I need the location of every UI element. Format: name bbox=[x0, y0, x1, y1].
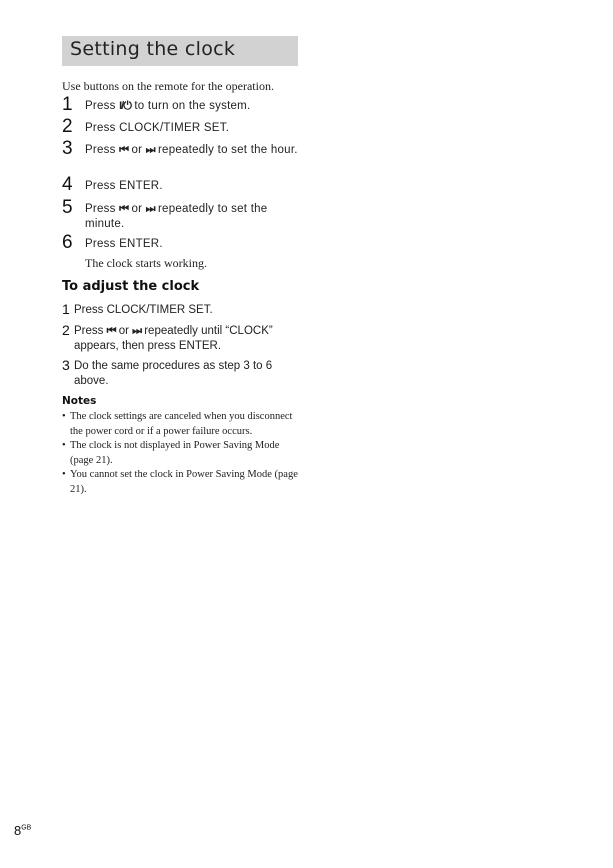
step-number: 5 bbox=[62, 197, 73, 218]
step-number: 1 bbox=[62, 94, 73, 115]
note-text: The clock is not displayed in Power Saving Mode (page 21). bbox=[70, 440, 280, 466]
next-track-icon: ⏭ bbox=[145, 203, 155, 215]
note-text: The clock settings are canceled when you disconnect the power cord or if a power failure occurs. bbox=[70, 411, 293, 437]
previous-track-icon: ⏮ bbox=[119, 144, 128, 156]
previous-track-icon: ⏮ bbox=[119, 203, 128, 215]
previous-track-icon: ⏮ bbox=[106, 325, 116, 337]
step-text: Press CLOCK/TIMER SET. bbox=[85, 122, 230, 134]
step-text: Press ENTER. bbox=[85, 238, 163, 250]
bullet: • bbox=[62, 440, 66, 451]
next-track-icon: ⏭ bbox=[132, 325, 142, 337]
step-number: 3 bbox=[62, 138, 73, 159]
step-text: Press ⏮ or ⏭ repeatedly to set the hour. bbox=[85, 144, 298, 156]
section-title-bar bbox=[62, 36, 298, 66]
note-text: You cannot set the clock in Power Saving Mode (page 21). bbox=[70, 469, 298, 495]
step-number: 6 bbox=[62, 232, 73, 253]
step-number: 2 bbox=[62, 322, 70, 338]
step-text: Press ENTER. bbox=[85, 180, 163, 192]
power-icon: I/⏻ bbox=[119, 100, 131, 112]
bullet: • bbox=[62, 469, 66, 480]
step-number: 4 bbox=[62, 174, 73, 195]
step-text: Press I/⏻ to turn on the system. bbox=[85, 100, 251, 112]
step-number: 2 bbox=[62, 116, 73, 137]
step-number: 1 bbox=[62, 301, 70, 317]
intro-text: Use buttons on the remote for the operation. bbox=[62, 79, 274, 93]
page-title: Setting the clock bbox=[70, 38, 236, 60]
step-number: 3 bbox=[62, 357, 70, 373]
step-text: Do the same procedures as step 3 to 6 above. bbox=[74, 360, 273, 387]
step-result: The clock starts working. bbox=[85, 256, 207, 270]
step-text: Press ⏮ or ⏭ repeatedly to set the minute. bbox=[85, 203, 268, 230]
page-number: $8^{GB}$ bbox=[14, 823, 32, 838]
bullet: • bbox=[62, 411, 66, 422]
step-text: Press ⏮ or ⏭ repeatedly until “CLOCK” appears, then press ENTER. bbox=[74, 325, 273, 352]
next-track-icon: ⏭ bbox=[145, 144, 155, 156]
adjust-heading: To adjust the clock bbox=[62, 279, 200, 294]
step-text: Press CLOCK/TIMER SET. bbox=[74, 304, 213, 316]
notes-heading: Notes bbox=[62, 395, 97, 407]
